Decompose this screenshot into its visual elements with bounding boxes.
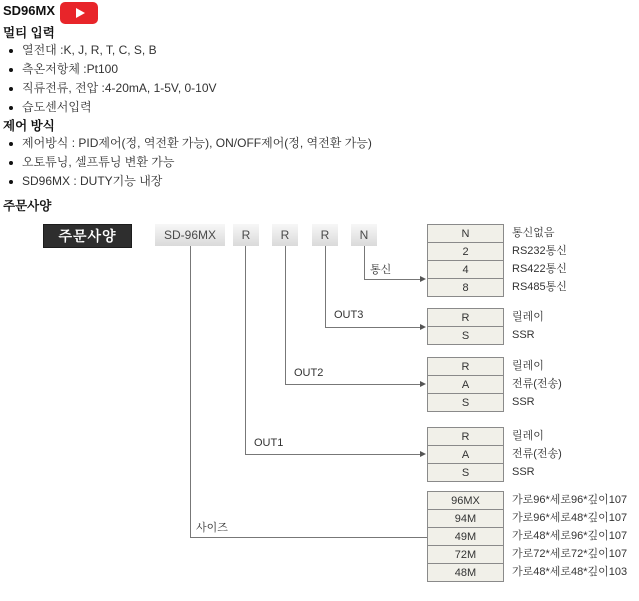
size-branch-label: 사이즈 [196,522,228,534]
table-row [427,308,544,327]
option-desc: 가로96*세로48*깊이107 [512,512,628,524]
list-item: 제어방식 : PID제어(정, 역전환 가능), ON/OFF제어(정, 역전환 가능) [3,134,372,153]
option-code-cell: 94M [427,509,504,528]
table-row [427,445,562,464]
option-code-cell: R [427,308,504,327]
out1-code-box: R [233,224,259,246]
option-desc: 가로96*세로96*깊이107 [512,494,628,506]
option-code-cell: 2 [427,242,504,261]
comm-connector-hline [364,279,420,280]
section-multi-input [3,23,217,117]
table-row [427,427,562,446]
option-code-cell: R [427,357,504,376]
comm-arrow-icon [420,276,426,282]
table-row [427,357,562,376]
comm-code-box: N [351,224,377,246]
option-desc: 가로72*세로72*깊이107 [512,548,628,560]
model-code-box: SD-96MX [155,224,225,246]
option-code-cell: N [427,224,504,243]
table-row [427,463,562,482]
option-code-cell: 8 [427,278,504,297]
order-spec-badge: 주문사양 [43,224,132,248]
option-desc: 전류(전송) [512,378,562,390]
section-control-method [3,116,372,191]
table-row [427,242,567,261]
option-desc: 릴레이 [512,430,544,442]
comm-branch-label: 통신 [370,264,392,276]
section-heading: 멀티 입력 [3,26,55,40]
option-code-cell: A [427,445,504,464]
option-desc: 통신없음 [512,227,555,239]
bullet-list [3,41,217,117]
youtube-play-button[interactable] [60,2,98,24]
out2-option-table [427,357,562,412]
option-desc: SSR [512,466,535,478]
table-row [427,224,567,243]
option-code-cell: 48M [427,563,504,582]
option-code-cell: S [427,326,504,345]
option-code-cell: S [427,463,504,482]
out3-option-table [427,308,544,345]
list-item: 오토튜닝, 셀프튜닝 변환 가능 [3,153,372,172]
option-desc: 가로48*세로48*깊이103 [512,566,628,578]
out2-connector-vline [285,246,286,384]
option-code-cell: R [427,427,504,446]
table-row [427,375,562,394]
option-code-cell: A [427,375,504,394]
option-code-cell: 49M [427,527,504,546]
table-row [427,326,544,345]
option-code-cell: 96MX [427,491,504,510]
table-row [427,509,627,528]
out1-connector-hline [245,454,420,455]
option-desc: RS422통신 [512,263,567,275]
out2-arrow-icon [420,381,426,387]
out3-code-box: R [312,224,338,246]
youtube-play-icon [76,8,85,18]
table-row [427,278,567,297]
order-spec-heading: 주문사양 [3,199,52,213]
table-row [427,563,627,582]
option-desc: 릴레이 [512,311,544,323]
size-connector-vline [190,246,191,538]
list-item: 측온저항체 :Pt100 [3,60,217,79]
table-row [427,393,562,412]
size-connector-hline [190,537,427,538]
out1-branch-label: OUT1 [254,437,284,449]
size-option-table [427,491,627,582]
bullet-list [3,134,372,191]
out3-arrow-icon [420,324,426,330]
out1-option-table [427,427,562,482]
list-item: 직류전류, 전압 :4-20mA, 1-5V, 0-10V [3,79,217,98]
page-title: SD96MX [3,3,56,18]
out2-connector-hline [285,384,420,385]
option-desc: SSR [512,396,535,408]
out3-connector-vline [325,246,326,327]
list-item: 습도센서입력 [3,98,217,117]
table-row [427,491,627,510]
option-desc: SSR [512,329,535,341]
option-code-cell: 72M [427,545,504,564]
out3-connector-hline [325,327,420,328]
option-desc: RS232통신 [512,245,567,257]
option-desc: 전류(전송) [512,448,562,460]
comm-option-table [427,224,567,297]
table-row [427,545,627,564]
option-desc: RS485통신 [512,281,567,293]
out1-connector-vline [245,246,246,454]
list-item: 열전대 :K, J, R, T, C, S, B [3,41,217,60]
comm-connector-vline [364,246,365,279]
option-code-cell: 4 [427,260,504,279]
list-item: SD96MX : DUTY기능 내장 [3,172,372,191]
out2-branch-label: OUT2 [294,367,324,379]
option-code-cell: S [427,393,504,412]
option-desc: 릴레이 [512,360,544,372]
out1-arrow-icon [420,451,426,457]
out2-code-box: R [272,224,298,246]
option-desc: 가로48*세로96*깊이107 [512,530,628,542]
table-row [427,260,567,279]
table-row [427,527,627,546]
out3-branch-label: OUT3 [334,309,364,321]
section-heading: 제어 방식 [3,119,55,133]
